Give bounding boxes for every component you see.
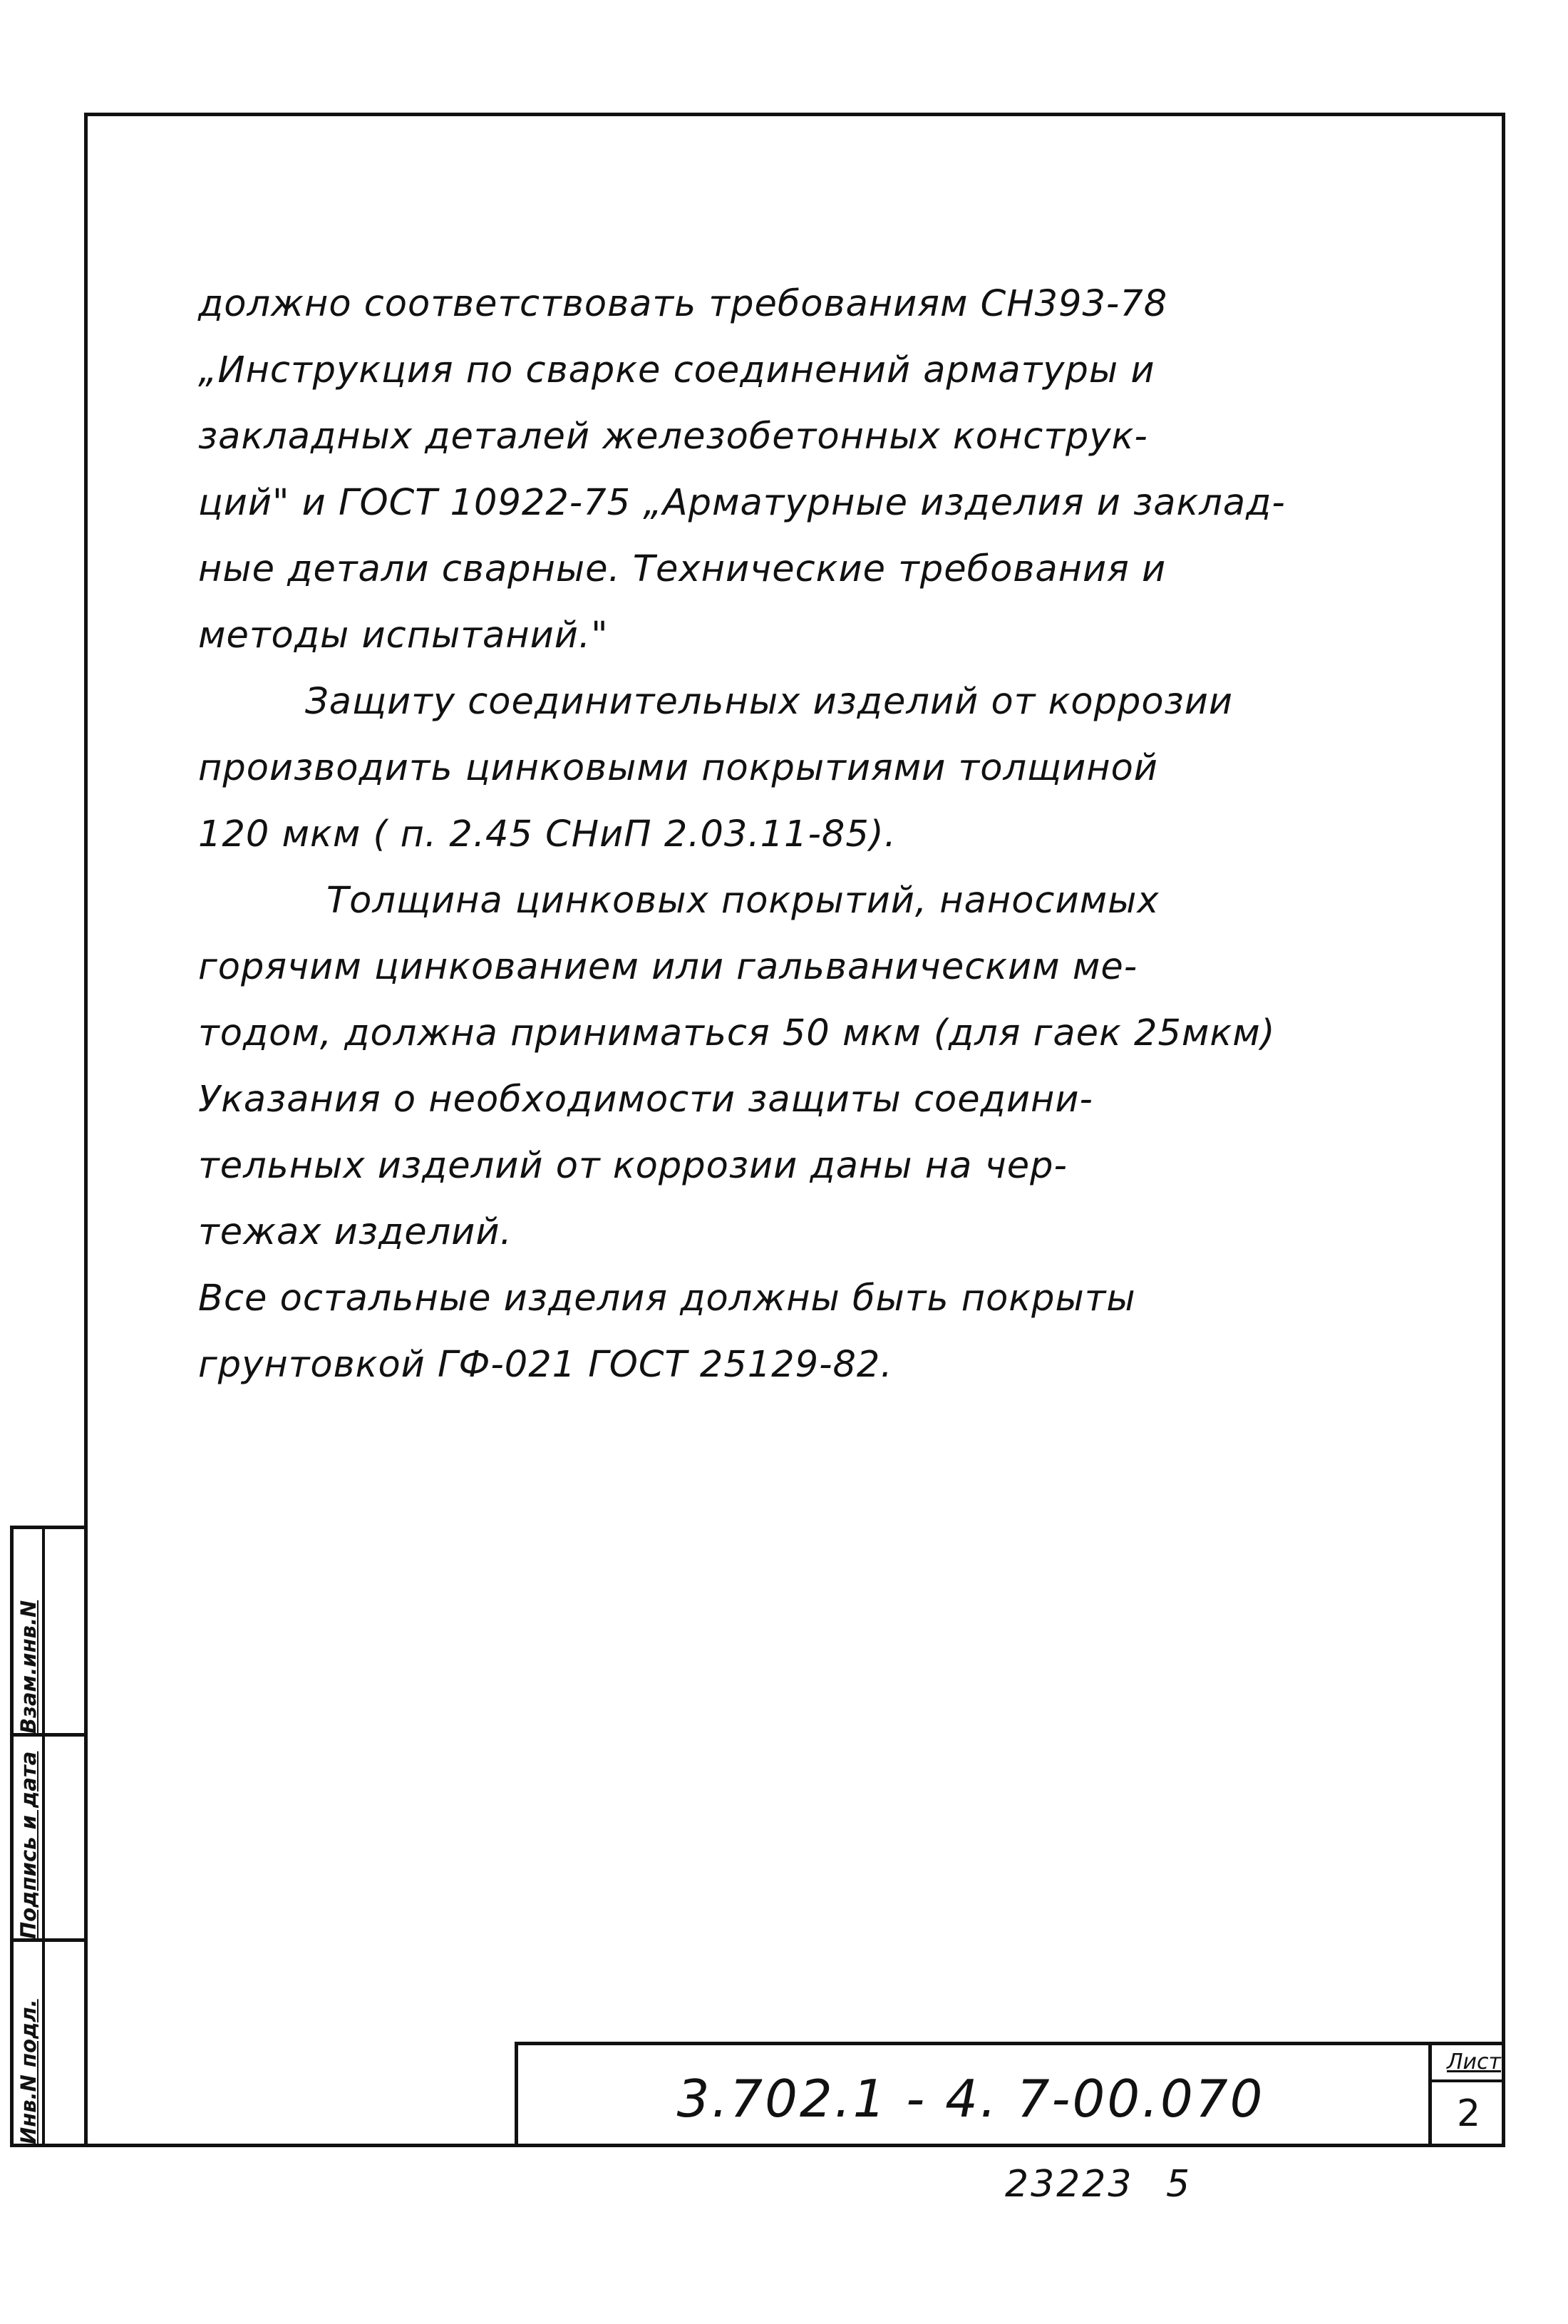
text-line: грунтовкой ГФ-021 ГОСТ 25129-82. xyxy=(198,1344,893,1386)
text-line: закладных деталей железобетонных конструк- xyxy=(198,416,1148,458)
text-line: тодом, должна приниматься 50 мкм (для гаек 25мкм) xyxy=(198,1012,1276,1054)
text-line: методы испытаний." xyxy=(198,615,609,657)
side-cell-divider xyxy=(42,1529,45,1737)
text-line: тельных изделий от коррозии даны на чер- xyxy=(198,1145,1068,1187)
sheet-label-box xyxy=(1432,2045,1505,2082)
body-text xyxy=(198,271,1481,1398)
text-line: должно соответствовать требованиям СН393-78 xyxy=(198,283,1168,325)
text-line: Все остальные изделия должны быть покрыты xyxy=(198,1277,1136,1320)
text-line: „Инструкция по сварке соединений арматуры и xyxy=(198,349,1155,391)
side-cell-signature xyxy=(14,1733,84,1942)
text-line: ные детали сварные. Технические требования и xyxy=(198,548,1167,590)
text-line: горячим цинкованием или гальваническим ме- xyxy=(198,946,1138,988)
side-stamp-strip xyxy=(10,1526,84,2147)
text-line: Защиту соединительных изделий от коррозии xyxy=(305,681,1233,723)
side-label-replacement: Взам.инв.N xyxy=(16,1600,41,1734)
document-designation: 3.702.1 - 4. 7-00.070 xyxy=(676,2069,1265,2129)
text-line: Толщина цинковых покрытий, наносимых xyxy=(326,880,1160,922)
side-cell-divider xyxy=(42,1942,45,2147)
side-cell-divider xyxy=(42,1737,45,1942)
title-block xyxy=(515,2042,1505,2147)
archive-number: 23223 5 xyxy=(1005,2163,1192,2206)
text-line: 120 мкм ( п. 2.45 СНиП 2.03.11-85). xyxy=(198,813,897,855)
side-label-signature: Подпись и дата xyxy=(16,1751,41,1939)
text-line: производить цинковыми покрытиями толщиной xyxy=(198,747,1158,789)
text-line: Указания о необходимости защиты соедини- xyxy=(198,1079,1093,1121)
sheet-number: 2 xyxy=(1456,2092,1481,2135)
sheet-label: Лист xyxy=(1446,2050,1501,2074)
side-cell-inventory xyxy=(14,1938,84,2147)
text-line: тежах изделий. xyxy=(198,1211,512,1253)
side-cell-replacement xyxy=(14,1529,84,1737)
side-label-inventory: Инв.N подл. xyxy=(16,1999,41,2144)
sheet-cell xyxy=(1428,2045,1505,2147)
text-line: ций" и ГОСТ 10922-75 „Арматурные изделия и заклад- xyxy=(198,482,1286,524)
